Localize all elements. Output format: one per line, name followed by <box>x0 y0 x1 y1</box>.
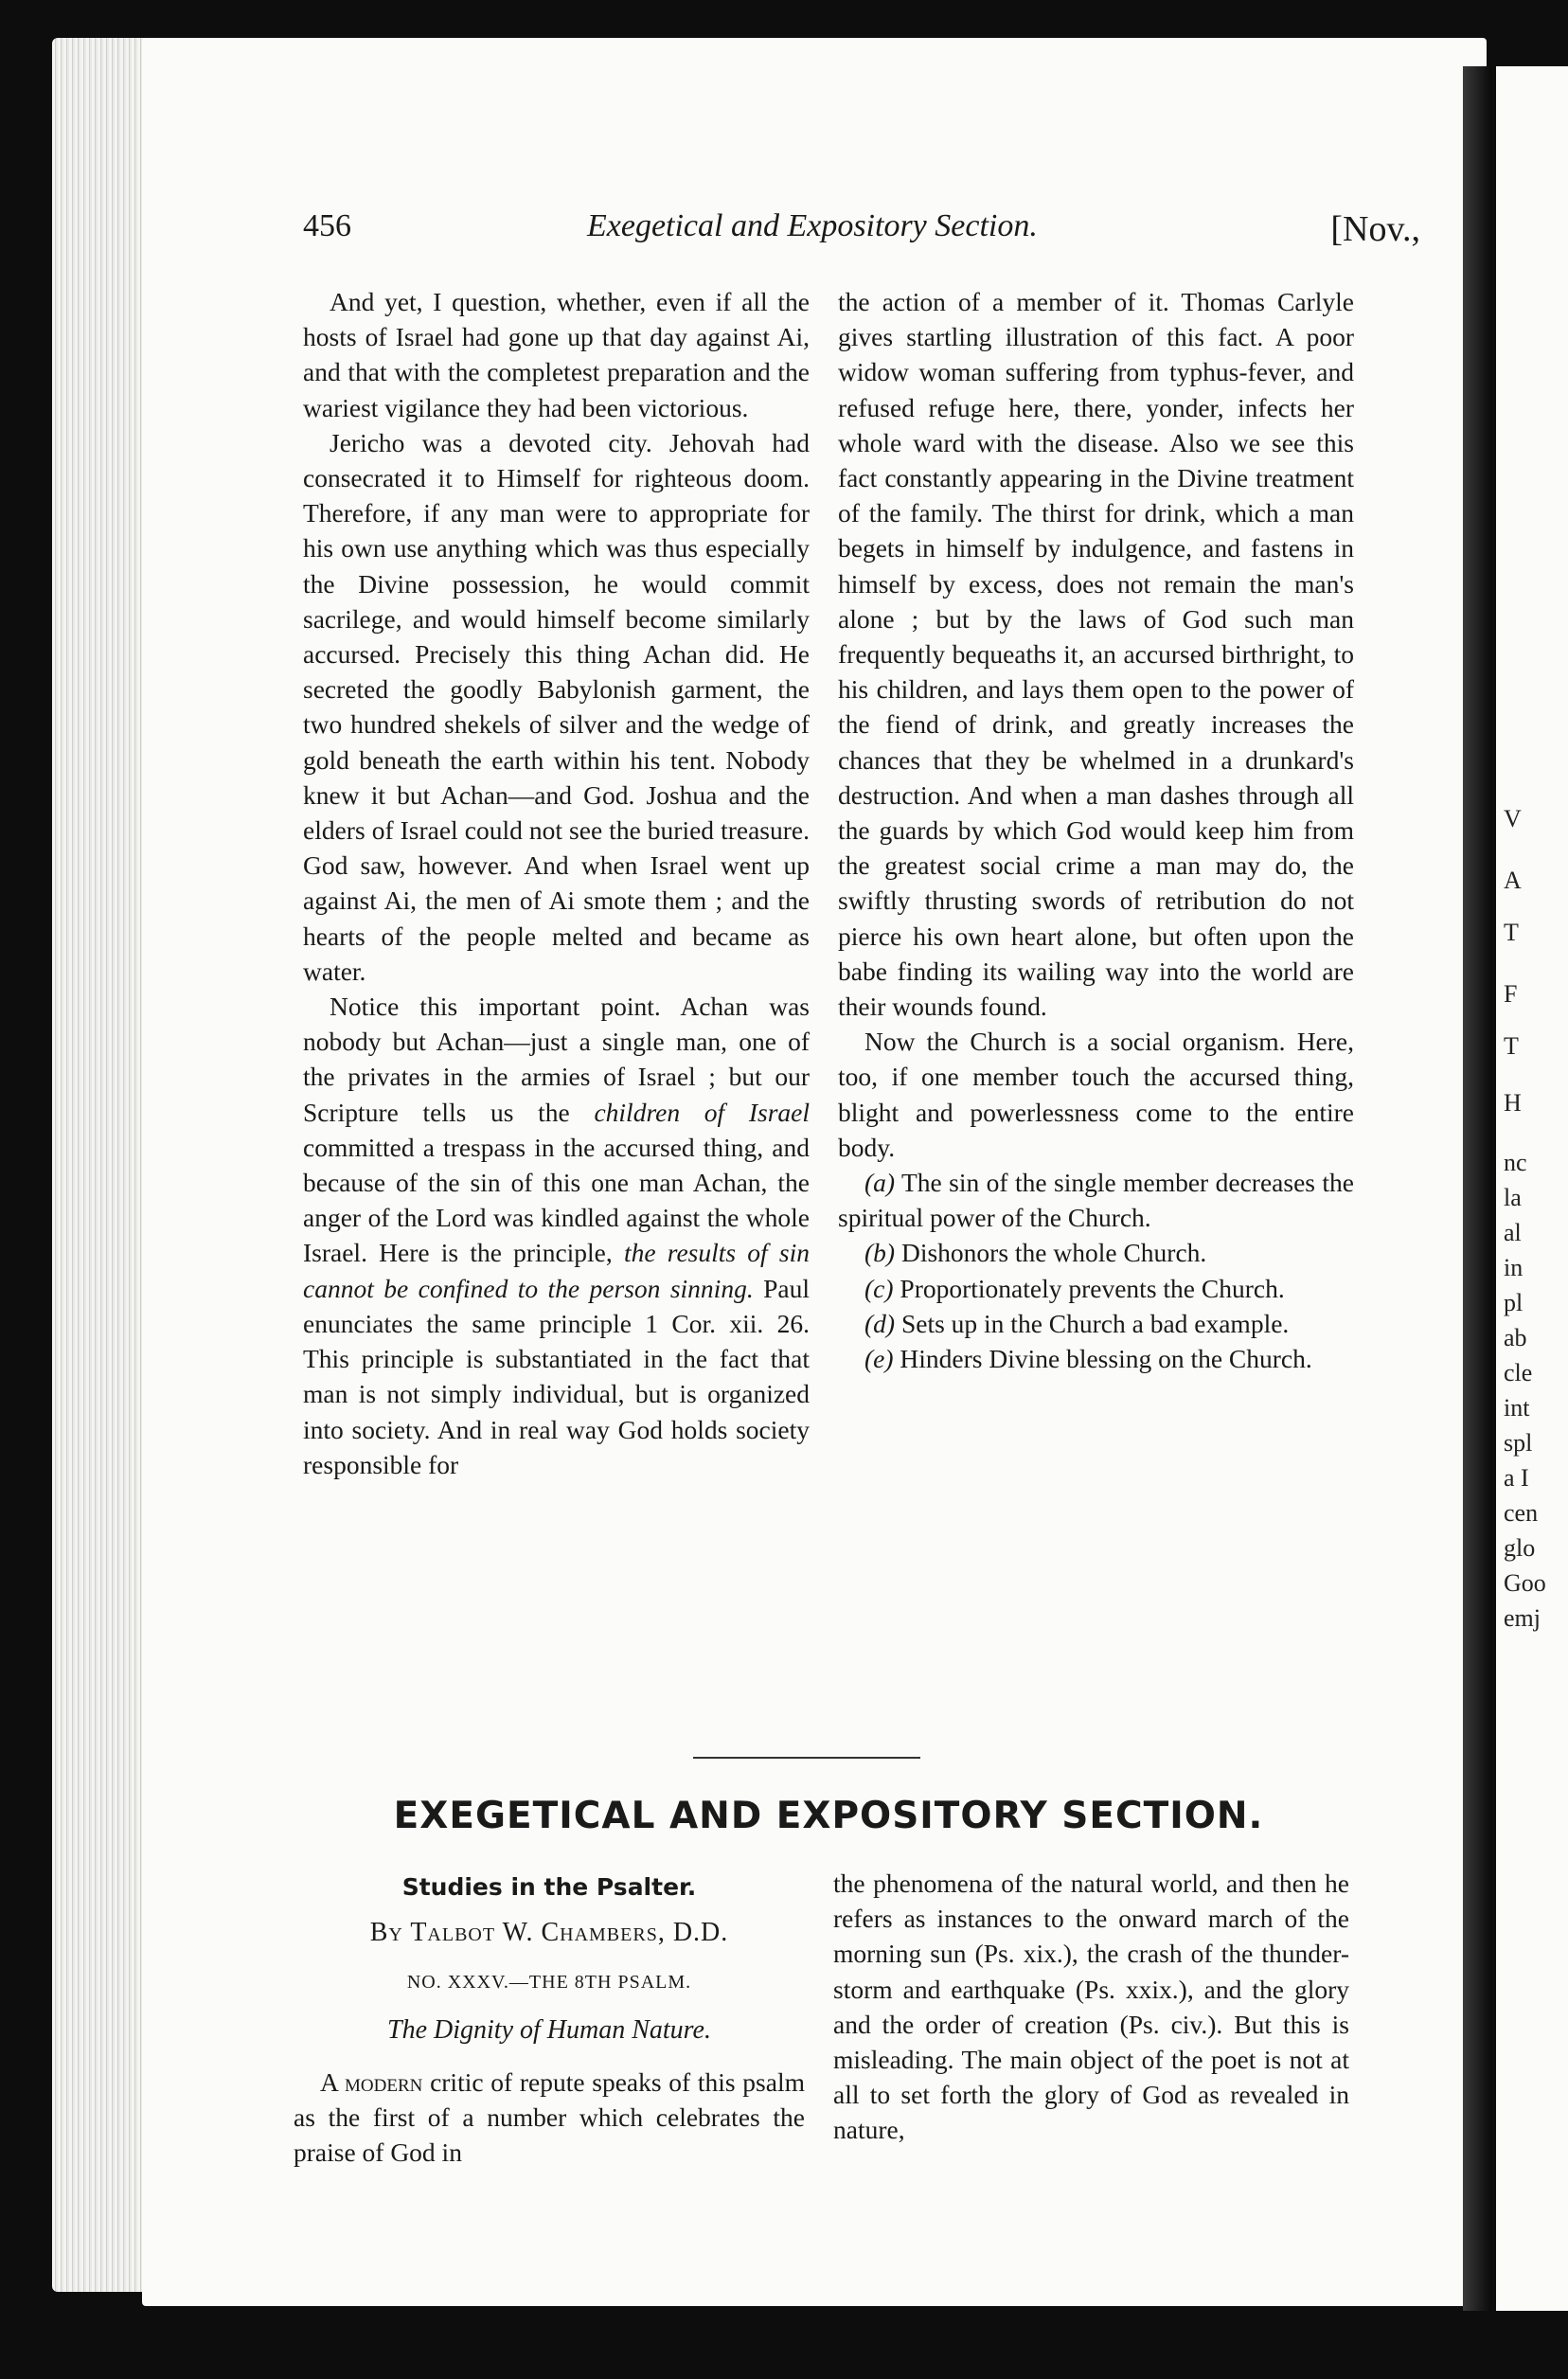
facing-fragment: cle <box>1504 1359 1533 1386</box>
facing-fragment: spl <box>1504 1429 1533 1457</box>
paragraph <box>294 2065 805 2171</box>
facing-fragment: pl <box>1504 1289 1523 1316</box>
article-title: Studies in the Psalter. <box>401 1873 697 1901</box>
facing-fragment: T <box>1504 919 1519 946</box>
article-left-column <box>294 2065 805 2171</box>
list-item <box>838 1306 1354 1341</box>
paragraph <box>303 989 810 1482</box>
list-item <box>838 1165 1354 1235</box>
book-gutter <box>1463 66 1491 2311</box>
right-column <box>838 284 1354 1376</box>
facing-fragment: Goo <box>1504 1569 1546 1597</box>
facing-fragment: int <box>1504 1394 1530 1422</box>
facing-fragment: glo <box>1504 1534 1536 1562</box>
paragraph: And yet, I question, whether, even if all the hosts of Israel had gone up that day against Ai, and that with the completest preparation and the wariest vigilance they had been victorious. <box>303 287 810 422</box>
running-header <box>303 208 1420 256</box>
facing-fragment: a I <box>1504 1464 1529 1492</box>
paragraph: the phenomena of the natural world, and then he refers as instances to the onward march of the morning sun (Ps. xix.), the crash of the thunder-storm and earthquake (Ps. xxix.), and the glory and the order of creation (Ps. civ.). But this is misleading. The main object of the poet is not at all to set forth the glory of God as revealed in nature, <box>833 1869 1349 2145</box>
list-text: The sin of the single member decreases the spiritual power of the Church. <box>838 1168 1354 1233</box>
facing-fragment: ab <box>1504 1324 1527 1351</box>
article-byline: By Talbot W. Chambers, D.D. <box>369 1918 729 1947</box>
italic-run: children of Israel <box>594 1097 811 1127</box>
running-month: [Nov., <box>1330 209 1420 249</box>
facing-fragment: nc <box>1504 1149 1527 1176</box>
facing-fragment: H <box>1504 1089 1522 1117</box>
facing-fragment: V <box>1504 805 1522 832</box>
facing-page <box>1496 66 1568 2311</box>
section-heading: EXEGETICAL AND EXPOSITORY SECTION. <box>393 1795 1264 1837</box>
paragraph: the action of a member of it. Thomas Carlyle gives startling illustration of this fact. A poor widow woman suffering from typhus-fever, and refused refuge here, there, yonder, infects her whole ward with the disease. Also we see this fact constantly appearing in the Divine treatment of the family. The thirst for drink, which a man begets in himself by indulgence, and fastens in himself by excess, does not remain the man's alone ; but by the laws of God such man frequently bequeaths it, an accursed birthright, to his children, and lays them open to the power of the fiend of drink, and greatly increases the chances that they be whelmed in a drunkard's destruction. And when a man dashes through all the guards by which God would keep him from the greatest social crime a man may do, the swiftly thrusting swords of retribution do not pierce his own heart alone, but often upon the babe finding its wailing way into the world are their wounds found. <box>838 287 1354 1022</box>
article-right-column <box>833 1866 1349 2148</box>
facing-fragment: A <box>1504 867 1522 894</box>
paragraph: Jericho was a devoted city. Jehovah had consecrated it to Himself for righteous doom. Therefore, if any man were to appropriate for his own use anything which was thus especially the Divine possession, he would commit sacrilege, and would himself become similarly accursed. Precisely this thing Achan did. He secreted the goodly Babylonish garment, the two hundred shekels of silver and the wedge of gold beneath the earth within his tent. Nobody knew it but Achan—and God. Joshua and the elders of Israel could not see the buried treasure. God saw, however. And when Israel went up against Ai, the men of Ai smote them ; and the hearts of the people melted and became as water. <box>303 427 810 986</box>
psalm-number: NO. XXXV.—THE 8TH PSALM. <box>406 1972 692 1993</box>
list-text: Sets up in the Church a bad example. <box>895 1308 1290 1338</box>
list-marker: (b) <box>864 1238 896 1268</box>
list-marker: (a) <box>864 1168 896 1198</box>
text-run: critic of repute speaks of this psalm as the first of a number which celebrates the praise of God in <box>294 2067 805 2168</box>
facing-fragment: emj <box>1504 1604 1541 1632</box>
facing-fragment: la <box>1504 1184 1522 1211</box>
small-caps-run: A modern <box>320 2067 423 2097</box>
section-divider <box>693 1757 920 1759</box>
facing-fragment: F <box>1504 980 1518 1008</box>
facing-fragment: in <box>1504 1254 1523 1281</box>
italic-run: the results of sin cannot be confined to the person sinning. <box>303 1238 810 1303</box>
text-run: committed a trespass in the accursed thing, and because of the sin of this one man Achan, the anger of the Lord was kindled against the whole Israel. Here is the principle, <box>303 1132 810 1268</box>
paragraph: Now the Church is a social organism. Here, too, if one member touch the accursed thing, blight and powerlessness come to the entire body. <box>838 1027 1354 1162</box>
facing-fragment: cen <box>1504 1499 1539 1527</box>
facing-fragment: al <box>1504 1219 1522 1246</box>
list-marker: (c) <box>864 1273 894 1303</box>
list-marker: (d) <box>864 1308 896 1338</box>
list-item <box>838 1235 1354 1270</box>
page-number: 456 <box>303 208 351 243</box>
running-title: Exegetical and Expository Section. <box>587 208 1038 243</box>
left-column <box>303 284 810 1482</box>
text-run: Paul enunciates the same principle 1 Cor. xii. 26. This principle is substantiated in the fact that man is not simply individual, but is organized into society. And in real way God holds society responsible for <box>303 1273 811 1479</box>
list-item <box>838 1271 1354 1306</box>
list-item <box>838 1341 1354 1376</box>
list-text: Dishonors the whole Church. <box>895 1238 1207 1268</box>
list-text: Hinders Divine blessing on the Church. <box>893 1344 1312 1374</box>
list-text: Proportionately prevents the Church. <box>893 1273 1285 1303</box>
article-subtitle: The Dignity of Human Nature. <box>387 2015 711 2045</box>
facing-fragment: T <box>1504 1032 1519 1060</box>
text-run: Notice this important point. Achan was nobody but Achan—just a single man, one of the privates in the armies of Israel ; but our Scripture tells us the <box>303 992 810 1127</box>
list-marker: (e) <box>864 1344 894 1374</box>
